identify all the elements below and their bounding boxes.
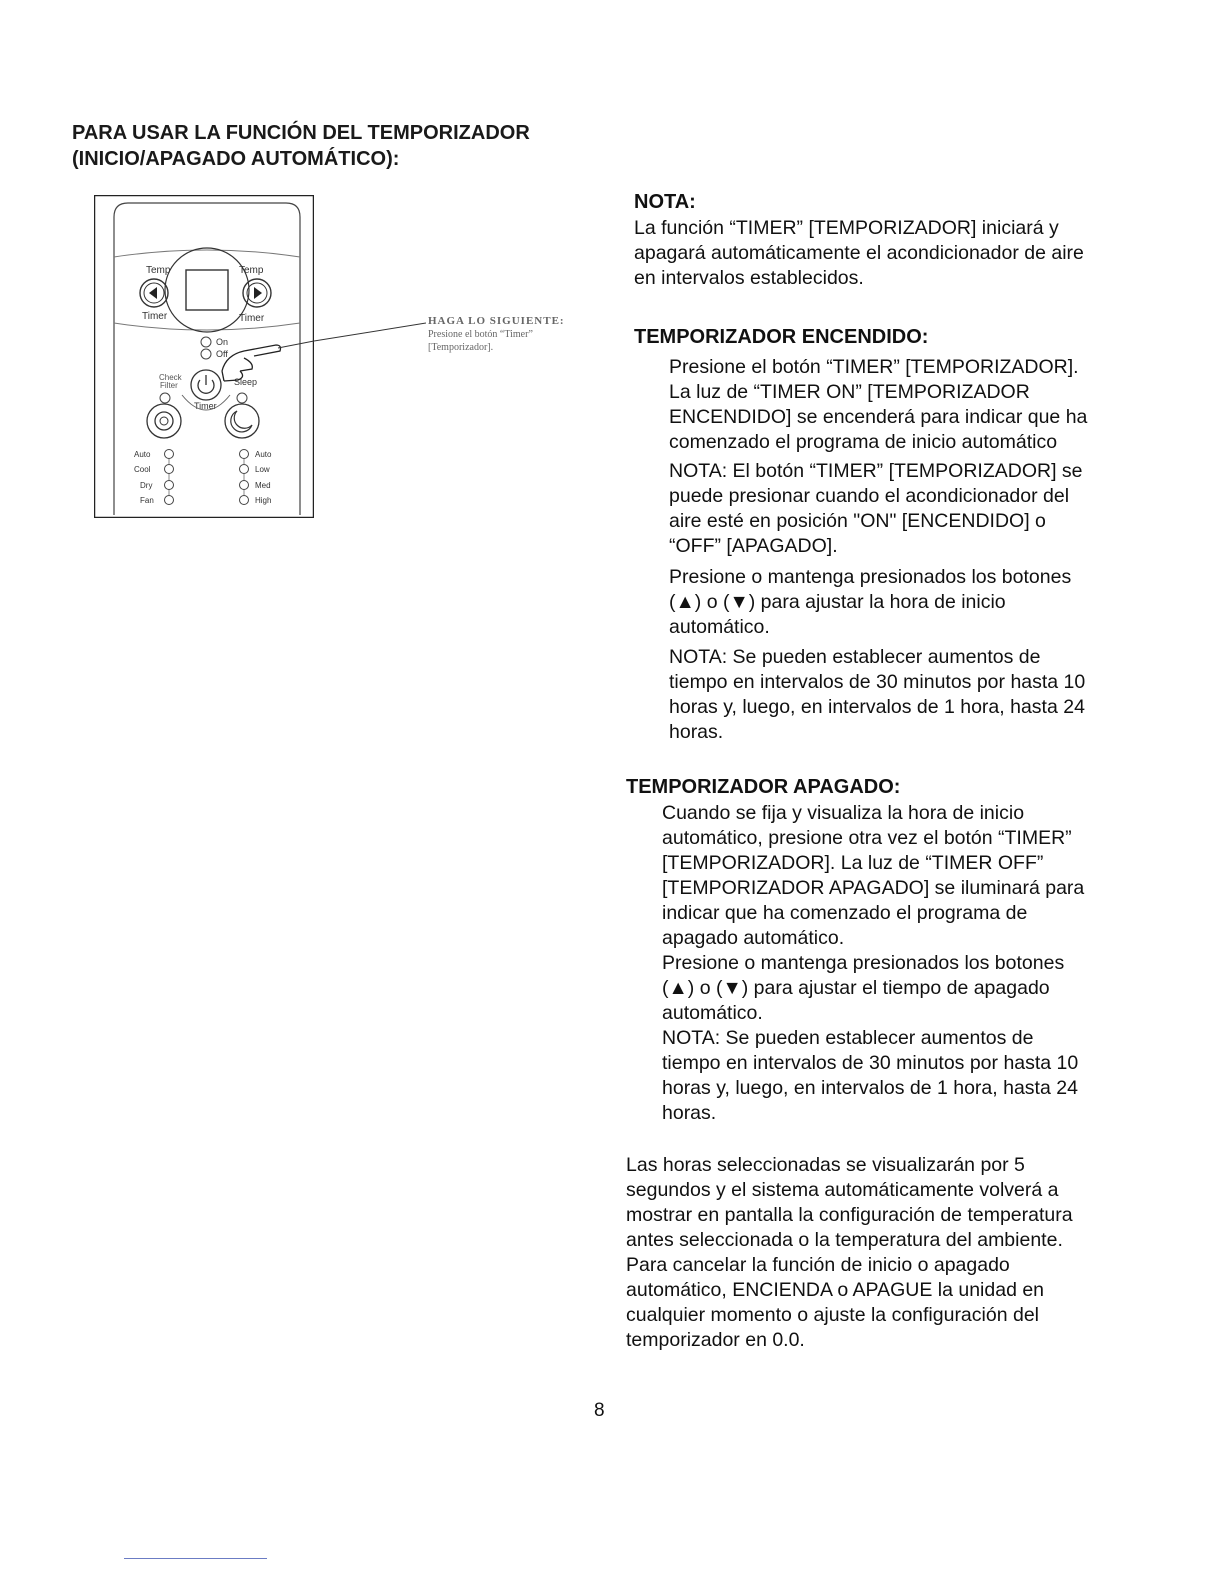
temp-left-label: Temp <box>146 265 171 276</box>
text-line: apagado automático. <box>662 927 845 949</box>
text-line: temporizador en 0.0. <box>626 1329 805 1351</box>
timer-left-label: Timer <box>142 311 168 322</box>
text-line: comenzado el programa de inicio automático <box>669 431 1058 453</box>
sleep-button <box>225 404 259 438</box>
mode-fan-label: Fan <box>140 496 154 505</box>
fan-auto-label: Auto <box>255 450 272 459</box>
display-circle <box>165 248 249 332</box>
pointing-hand-icon <box>222 345 281 381</box>
footer-rule <box>124 1558 267 1559</box>
text-line: Presione o mantenga presionados los botones <box>662 952 1065 974</box>
fan-low-label: Low <box>255 465 270 474</box>
mode-dry-label: Dry <box>140 481 153 490</box>
callout-line-2: [Temporizador]. <box>428 342 494 353</box>
text-line: (▲) o (▼) para ajustar la hora de inicio <box>669 591 1006 613</box>
text-line: antes seleccionada o la temperatura del ambiente. <box>626 1229 1063 1251</box>
text-line: automático. <box>669 616 770 638</box>
text-line: [TEMPORIZADOR]. La luz de “TIMER OFF” <box>662 852 1044 874</box>
apagado-heading: TEMPORIZADOR APAGADO: <box>626 776 901 798</box>
closing-paragraph <box>626 1153 1073 1353</box>
text-line: “OFF” [APAGADO]. <box>669 535 838 557</box>
arrow-left-icon <box>149 287 157 299</box>
sleep-label: Sleep <box>234 377 258 387</box>
apagado-paragraph <box>662 801 1084 1126</box>
nota-line: en intervalos establecidos. <box>634 267 864 289</box>
text-line: tiempo en intervalos de 30 minutos por hasta 10 <box>662 1052 1079 1074</box>
fan-high-label: High <box>255 496 272 505</box>
encendido-p4 <box>669 645 1085 745</box>
mode-auto-label: Auto <box>134 450 151 459</box>
text-line: ENCENDIDO] se encenderá para indicar que ha <box>669 406 1088 428</box>
fan-med-label: Med <box>255 481 271 490</box>
text-line: horas. <box>662 1102 717 1124</box>
text-line: puede presionar cuando el acondicionador del <box>669 485 1070 507</box>
text-line: automático, presione otra vez el botón “TIMER” <box>662 827 1072 849</box>
timer-button-label: Timer <box>194 401 217 411</box>
text-line: Las horas seleccionadas se visualizarán por 5 <box>626 1154 1025 1176</box>
callout-title: HAGA LO SIGUIENTE: <box>428 315 565 327</box>
moon-icon <box>231 411 252 432</box>
page-number: 8 <box>594 1400 605 1421</box>
text-line: tiempo en intervalos de 30 minutos por hasta 10 <box>669 671 1086 693</box>
text-line: Para cancelar la función de inicio o apagado <box>626 1254 1010 1276</box>
temp-right-label: Temp <box>239 265 264 276</box>
arrow-right-icon <box>254 287 262 299</box>
text-line: Presione el botón “TIMER” [TEMPORIZADOR]. <box>669 356 1079 378</box>
text-line: NOTA: Se pueden establecer aumentos de <box>662 1027 1034 1049</box>
mode-leds <box>165 450 174 505</box>
title-line-1: PARA USAR LA FUNCIÓN DEL TEMPORIZADOR <box>72 122 530 144</box>
check-label: Check <box>159 373 182 382</box>
text-line: horas. <box>669 721 724 743</box>
encendido-heading: TEMPORIZADOR ENCENDIDO: <box>634 326 929 348</box>
display-screen <box>186 270 228 310</box>
nota-line: La función “TIMER” [TEMPORIZADOR] iniciará y <box>634 217 1059 239</box>
filter-label: Filter <box>160 381 178 390</box>
figure-frame <box>95 196 314 518</box>
mode-cool-label: Cool <box>134 465 151 474</box>
off-label: Off <box>216 349 228 359</box>
encendido-p3 <box>669 565 1071 640</box>
text-line: La luz de “TIMER ON” [TEMPORIZADOR <box>669 381 1030 403</box>
text-line: Presione o mantenga presionados los botones <box>669 566 1072 588</box>
remote-control-figure <box>94 195 314 518</box>
text-line: NOTA: El botón “TIMER” [TEMPORIZADOR] se <box>669 460 1083 482</box>
callout-leader-line <box>314 320 426 350</box>
text-line: [TEMPORIZADOR APAGADO] se iluminará para <box>662 877 1085 899</box>
mode-button <box>147 404 181 438</box>
nota-line: apagará automáticamente el acondicionador de aire <box>634 242 1084 264</box>
nota-heading: NOTA: <box>634 191 696 213</box>
encendido-p2 <box>669 459 1083 559</box>
text-line: segundos y el sistema automáticamente volverá a <box>626 1179 1059 1201</box>
text-line: NOTA: Se pueden establecer aumentos de <box>669 646 1041 668</box>
callout-box <box>428 314 598 354</box>
title-line-2: (INICIO/APAGADO AUTOMÁTICO): <box>72 148 400 170</box>
on-label: On <box>216 337 229 347</box>
timer-right-label: Timer <box>239 313 265 324</box>
fan-speed-leds <box>240 450 249 505</box>
text-line: automático, ENCIENDA o APAGUE la unidad en <box>626 1279 1045 1301</box>
text-line: horas y, luego, en intervalos de 1 hora, hasta 24 <box>669 696 1085 718</box>
text-line: Cuando se fija y visualiza la hora de inicio <box>662 802 1025 824</box>
text-line: cualquier momento o ajuste la configuración del <box>626 1304 1039 1326</box>
text-line: (▲) o (▼) para ajustar el tiempo de apagado <box>662 977 1050 999</box>
text-line: mostrar en pantalla la configuración de temperatura <box>626 1204 1073 1226</box>
encendido-p1 <box>669 355 1087 455</box>
text-line: automático. <box>662 1002 763 1024</box>
text-line: indicar que ha comenzado el programa de <box>662 902 1028 924</box>
text-line: horas y, luego, en intervalos de 1 hora, hasta 24 <box>662 1077 1078 1099</box>
text-line: aire esté en posición "ON" [ENCENDIDO] o <box>669 510 1046 532</box>
callout-line-1: Presione el botón “Timer” <box>428 329 533 340</box>
page-title <box>72 120 632 172</box>
nota-paragraph <box>634 216 1084 291</box>
